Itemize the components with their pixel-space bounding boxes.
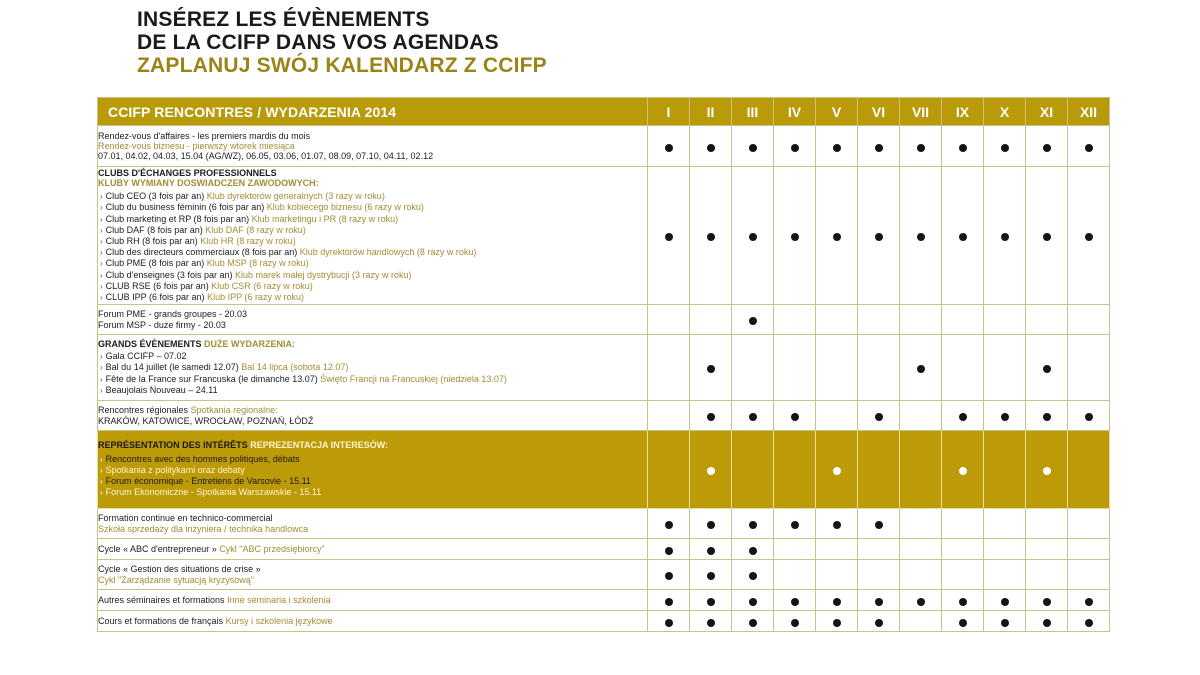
month-cell-XII (1068, 539, 1110, 560)
event-scheduled-dot-icon (917, 233, 925, 241)
event-row-rendez-vous (98, 126, 1110, 167)
event-scheduled-dot-icon (791, 413, 799, 421)
month-cell-I (648, 167, 690, 305)
event-scheduled-dot-icon (791, 144, 799, 152)
month-cell-XI (1026, 560, 1068, 590)
event-scheduled-dot-icon (1043, 598, 1051, 606)
month-cell-I (648, 539, 690, 560)
month-cell-II (690, 167, 732, 305)
event-dates: 07.01, 04.02, 04.03, 15.04 (AG/WZ), 06.05, 03.06, 01.07, 08.09, 07.10, 04.11, 02.12 (98, 151, 434, 162)
month-cell-X (984, 590, 1026, 611)
month-cell-III (732, 335, 774, 401)
month-header: I (648, 98, 690, 126)
month-cell-XII (1068, 126, 1110, 167)
event-scheduled-dot-icon (1043, 413, 1051, 421)
event-description (98, 539, 648, 560)
event-title-pl: Rendez-vous biznesu - pierwszy wtorek miesiąca (98, 140, 295, 151)
month-cell-XI (1026, 401, 1068, 431)
bullet-arrow-icon: › (100, 225, 103, 235)
bullet-arrow-icon: › (100, 270, 103, 280)
month-cell-II (690, 431, 732, 509)
month-cell-III (732, 509, 774, 539)
club-item: › Club marketing et RP (8 fois par an) Klub marketingu i PR (8 razy w roku) (100, 213, 399, 224)
month-header: IV (774, 98, 816, 126)
month-cell-V (816, 590, 858, 611)
event-title-pl: Szkoła sprzedaży dla inżyniera / technika handlowca (98, 523, 309, 534)
month-cell-IX (942, 167, 984, 305)
month-cell-II (690, 305, 732, 335)
month-cell-III (732, 560, 774, 590)
month-cell-VI (858, 560, 900, 590)
month-cell-V (816, 167, 858, 305)
month-cell-V (816, 509, 858, 539)
bullet-arrow-icon: › (100, 465, 103, 475)
event-title-fr: Forum PME - grands groupes - 20.03 (98, 309, 248, 320)
event-scheduled-dot-icon (959, 144, 967, 152)
event-scheduled-dot-icon (665, 619, 673, 627)
month-cell-XII (1068, 335, 1110, 401)
bullet-arrow-icon: › (100, 374, 103, 384)
month-cell-VII (900, 126, 942, 167)
month-cell-X (984, 126, 1026, 167)
event-title-pl: Forum MSP - duże firmy - 20.03 (98, 319, 226, 330)
event-scheduled-dot-icon (959, 598, 967, 606)
club-item: › CLUB RSE (6 fois par an) Klub CSR (6 razy w roku) (100, 280, 313, 291)
month-cell-V (816, 126, 858, 167)
event-description (98, 126, 648, 167)
event-scheduled-dot-icon (707, 598, 715, 606)
event-item: › Beaujolais Nouveau – 24.11 (100, 384, 218, 395)
month-cell-I (648, 335, 690, 401)
month-cell-IV (774, 509, 816, 539)
event-description (98, 305, 648, 335)
month-cell-VII (900, 509, 942, 539)
event-description (98, 167, 648, 305)
month-cell-VII (900, 401, 942, 431)
month-cell-III (732, 611, 774, 632)
month-cell-IV (774, 590, 816, 611)
event-scheduled-dot-icon (707, 233, 715, 241)
month-cell-I (648, 126, 690, 167)
heading-line-1: INSÉREZ LES ÉVÈNEMENTS (137, 8, 430, 31)
event-item: › Spotkania z politykami oraz debaty (100, 464, 245, 475)
event-scheduled-dot-icon (917, 144, 925, 152)
month-cell-XI (1026, 167, 1068, 305)
event-scheduled-dot-icon (665, 598, 673, 606)
month-cell-II (690, 126, 732, 167)
month-cell-I (648, 401, 690, 431)
month-cell-I (648, 611, 690, 632)
month-cell-XI (1026, 126, 1068, 167)
month-cell-IV (774, 335, 816, 401)
event-scheduled-dot-icon (749, 521, 757, 529)
month-cell-VII (900, 305, 942, 335)
event-scheduled-dot-icon (665, 233, 673, 241)
event-scheduled-dot-icon (1001, 233, 1009, 241)
event-scheduled-dot-icon (833, 233, 841, 241)
month-cell-III (732, 431, 774, 509)
event-scheduled-dot-icon (665, 572, 673, 580)
section-title: REPRÉSENTATION DES INTÉRÊTS REPREZENTACJA INTERESÓW: (98, 440, 389, 451)
event-scheduled-dot-icon (1001, 598, 1009, 606)
bullet-arrow-icon: › (100, 281, 103, 291)
event-scheduled-dot-icon (749, 547, 757, 555)
month-cell-I (648, 431, 690, 509)
heading-line-polish: ZAPLANUJ SWÓJ KALENDARZ Z CCIFP (137, 54, 547, 77)
event-scheduled-dot-icon (707, 521, 715, 529)
events-calendar-table (97, 97, 1110, 632)
event-scheduled-dot-icon (833, 619, 841, 627)
bullet-arrow-icon: › (100, 214, 103, 224)
month-cell-XI (1026, 431, 1068, 509)
event-item: › Forum Ekonomiczne - Spotkania Warszawskie - 15.11 (100, 487, 322, 498)
month-cell-IV (774, 611, 816, 632)
month-cell-XI (1026, 539, 1068, 560)
month-cell-II (690, 590, 732, 611)
month-cell-V (816, 611, 858, 632)
month-cell-IX (942, 401, 984, 431)
event-row-cycle-abc (98, 539, 1110, 560)
event-description (98, 509, 648, 539)
month-cell-II (690, 401, 732, 431)
month-cell-VI (858, 401, 900, 431)
month-cell-IX (942, 431, 984, 509)
event-scheduled-dot-icon (665, 144, 673, 152)
event-scheduled-dot-icon (833, 521, 841, 529)
month-cell-VI (858, 431, 900, 509)
bullet-arrow-icon: › (100, 477, 103, 487)
club-item: › Club DAF (8 fois par an) Klub DAF (8 razy w roku) (100, 224, 306, 235)
event-scheduled-dot-icon (707, 413, 715, 421)
month-cell-XII (1068, 305, 1110, 335)
event-scheduled-dot-icon (749, 572, 757, 580)
bullet-arrow-icon: › (100, 488, 103, 498)
event-scheduled-dot-icon (959, 467, 967, 475)
event-scheduled-dot-icon (1085, 144, 1093, 152)
event-row-cycle-crise (98, 560, 1110, 590)
month-cell-VI (858, 590, 900, 611)
event-row-representation (98, 431, 1110, 509)
event-row-rencontres-regionales (98, 401, 1110, 431)
month-header: II (690, 98, 732, 126)
event-scheduled-dot-icon (749, 317, 757, 325)
month-cell-IX (942, 305, 984, 335)
month-cell-VII (900, 611, 942, 632)
month-cell-VII (900, 335, 942, 401)
month-cell-VI (858, 509, 900, 539)
month-cell-V (816, 560, 858, 590)
event-item: › Fête de la France sur Francuska (le dimanche 13.07) Święto Francji na Francuskiej (niedziela 13.07) (100, 373, 507, 384)
event-scheduled-dot-icon (749, 144, 757, 152)
month-cell-VII (900, 431, 942, 509)
event-scheduled-dot-icon (707, 619, 715, 627)
event-scheduled-dot-icon (959, 413, 967, 421)
event-scheduled-dot-icon (791, 598, 799, 606)
club-item: › Club PME (8 fois par an) Klub MSP (8 razy w roku) (100, 258, 309, 269)
table-header-row (98, 98, 1110, 126)
month-cell-IX (942, 126, 984, 167)
event-scheduled-dot-icon (1043, 365, 1051, 373)
event-title: Cycle « ABC d'entrepreneur » Cykl "ABC przedsiębiorcy" (98, 543, 325, 554)
event-scheduled-dot-icon (959, 619, 967, 627)
event-scheduled-dot-icon (1001, 413, 1009, 421)
bullet-arrow-icon: › (100, 259, 103, 269)
event-scheduled-dot-icon (791, 619, 799, 627)
month-cell-XII (1068, 509, 1110, 539)
event-scheduled-dot-icon (833, 144, 841, 152)
month-cell-IX (942, 509, 984, 539)
month-cell-VI (858, 126, 900, 167)
month-header: VI (858, 98, 900, 126)
month-cell-VII (900, 539, 942, 560)
bullet-arrow-icon: › (100, 352, 103, 362)
month-cell-VII (900, 590, 942, 611)
event-title-fr: Rendez-vous d'affaires - les premiers mardis du mois (98, 130, 311, 141)
month-cell-XII (1068, 401, 1110, 431)
event-scheduled-dot-icon (1043, 233, 1051, 241)
event-scheduled-dot-icon (1001, 619, 1009, 627)
event-scheduled-dot-icon (1085, 619, 1093, 627)
month-cell-X (984, 401, 1026, 431)
bullet-arrow-icon: › (100, 454, 103, 464)
event-description (98, 335, 648, 401)
event-description (98, 560, 648, 590)
heading-line-2: DE LA CCIFP DANS VOS AGENDAS (137, 30, 499, 54)
event-scheduled-dot-icon (707, 572, 715, 580)
club-item: › Club des directeurs commerciaux (8 fois par an) Klub dyrektorów handlowych (8 razy w roku) (100, 247, 477, 258)
event-row-autres-seminaires (98, 590, 1110, 611)
event-scheduled-dot-icon (875, 413, 883, 421)
month-cell-X (984, 539, 1026, 560)
club-item: › Club CEO (3 fois par an) Klub dyrektorów generalnych (3 razy w roku) (100, 191, 385, 202)
event-description (98, 590, 648, 611)
month-cell-III (732, 590, 774, 611)
month-cell-XI (1026, 335, 1068, 401)
month-cell-V (816, 335, 858, 401)
bullet-arrow-icon: › (100, 385, 103, 395)
event-description (98, 431, 648, 509)
month-cell-IV (774, 305, 816, 335)
event-scheduled-dot-icon (875, 619, 883, 627)
month-cell-X (984, 560, 1026, 590)
event-scheduled-dot-icon (749, 619, 757, 627)
event-scheduled-dot-icon (1043, 144, 1051, 152)
event-scheduled-dot-icon (707, 547, 715, 555)
event-row-grands-evenements (98, 335, 1110, 401)
bullet-arrow-icon: › (100, 237, 103, 246)
event-scheduled-dot-icon (665, 521, 673, 529)
month-cell-VI (858, 305, 900, 335)
event-item: › Gala CCIFP – 07.02 (100, 351, 187, 362)
event-scheduled-dot-icon (749, 598, 757, 606)
section-title-pl: KLUBY WYMIANY DOSWIADCZEN ZAWODOWYCH: (98, 177, 319, 188)
event-title-fr: Formation continue en technico-commercial (98, 513, 273, 524)
month-cell-IX (942, 590, 984, 611)
month-header: XI (1026, 98, 1068, 126)
month-cell-XII (1068, 590, 1110, 611)
event-title-pl: Cykl "Zarządzanie sytuacją kryzysową" (98, 574, 254, 585)
month-cell-XII (1068, 167, 1110, 305)
event-scheduled-dot-icon (1085, 413, 1093, 421)
month-cell-II (690, 611, 732, 632)
month-cell-X (984, 335, 1026, 401)
month-cell-IV (774, 560, 816, 590)
month-header: X (984, 98, 1026, 126)
bullet-arrow-icon: › (100, 248, 103, 258)
month-cell-V (816, 431, 858, 509)
month-cell-III (732, 126, 774, 167)
event-scheduled-dot-icon (749, 413, 757, 421)
month-cell-I (648, 560, 690, 590)
event-scheduled-dot-icon (707, 365, 715, 373)
event-row-forum-pme (98, 305, 1110, 335)
event-scheduled-dot-icon (833, 598, 841, 606)
month-cell-IX (942, 560, 984, 590)
month-cell-IX (942, 335, 984, 401)
event-scheduled-dot-icon (833, 467, 841, 475)
month-cell-IX (942, 539, 984, 560)
event-row-formation-continue (98, 509, 1110, 539)
month-cell-X (984, 305, 1026, 335)
month-cell-I (648, 590, 690, 611)
club-item: › Club RH (8 fois par an) Klub HR (8 razy w roku) (100, 236, 296, 246)
event-scheduled-dot-icon (917, 598, 925, 606)
month-cell-II (690, 509, 732, 539)
month-cell-III (732, 539, 774, 560)
bullet-arrow-icon: › (100, 363, 103, 373)
event-scheduled-dot-icon (1085, 598, 1093, 606)
month-header: XII (1068, 98, 1110, 126)
month-cell-VII (900, 167, 942, 305)
month-cell-XI (1026, 590, 1068, 611)
event-scheduled-dot-icon (791, 521, 799, 529)
club-item: › CLUB IPP (6 fois par an) Klub IPP (6 razy w roku) (100, 292, 304, 303)
event-title: Autres séminaires et formations Inne seminaria i szkolenia (98, 594, 331, 605)
section-title-fr: CLUBS D'ÉCHANGES PROFESSIONNELS (98, 167, 277, 178)
month-cell-IV (774, 401, 816, 431)
month-cell-IV (774, 167, 816, 305)
month-cell-IV (774, 431, 816, 509)
event-scheduled-dot-icon (1001, 144, 1009, 152)
bullet-arrow-icon: › (100, 203, 103, 213)
event-scheduled-dot-icon (665, 547, 673, 555)
club-item: › Club du business féminin (6 fois par an) Klub kobiecego biznesu (6 razy w roku) (100, 202, 424, 213)
month-cell-XII (1068, 560, 1110, 590)
month-header: V (816, 98, 858, 126)
event-scheduled-dot-icon (1043, 619, 1051, 627)
month-cell-XII (1068, 611, 1110, 632)
month-cell-II (690, 560, 732, 590)
event-scheduled-dot-icon (749, 233, 757, 241)
table-title: CCIFP RENCONTRES / WYDARZENIA 2014 (98, 98, 648, 126)
month-cell-I (648, 305, 690, 335)
event-scheduled-dot-icon (707, 467, 715, 475)
month-cell-X (984, 611, 1026, 632)
section-title: GRANDS ÉVÈNEMENTS DUŻE WYDARZENIA: (98, 338, 296, 349)
month-cell-VII (900, 560, 942, 590)
month-header: VII (900, 98, 942, 126)
event-row-clubs (98, 167, 1110, 305)
event-description (98, 401, 648, 431)
month-header: IX (942, 98, 984, 126)
event-cities: KRAKÓW, KATOWICE, WROCŁAW, POZNAŃ, ŁÓDŹ (98, 415, 314, 426)
event-scheduled-dot-icon (791, 233, 799, 241)
month-cell-X (984, 167, 1026, 305)
month-cell-XI (1026, 305, 1068, 335)
event-scheduled-dot-icon (707, 144, 715, 152)
event-title-fr: Cycle « Gestion des situations de crise » (98, 564, 261, 575)
month-header: III (732, 98, 774, 126)
event-item: › Forum économique - Entretiens de Varsovie - 15.11 (100, 476, 311, 487)
month-cell-I (648, 509, 690, 539)
event-title: Cours et formations de français Kursy i szkolenia językowe (98, 615, 333, 626)
month-cell-VI (858, 167, 900, 305)
month-cell-V (816, 539, 858, 560)
event-scheduled-dot-icon (917, 365, 925, 373)
page-heading (137, 9, 547, 78)
month-cell-III (732, 305, 774, 335)
month-cell-II (690, 539, 732, 560)
month-cell-IV (774, 126, 816, 167)
event-description (98, 611, 648, 632)
event-scheduled-dot-icon (1043, 467, 1051, 475)
event-item: › Bal du 14 juillet (le samedi 12.07) Bal 14 lipca (sobota 12.07) (100, 362, 349, 373)
bullet-arrow-icon: › (100, 293, 103, 303)
month-cell-IV (774, 539, 816, 560)
month-cell-VI (858, 611, 900, 632)
event-scheduled-dot-icon (959, 233, 967, 241)
month-cell-IX (942, 611, 984, 632)
event-scheduled-dot-icon (875, 521, 883, 529)
month-cell-XI (1026, 611, 1068, 632)
event-scheduled-dot-icon (1085, 233, 1093, 241)
club-item: › Club d'enseignes (3 fois par an) Klub marek małej dystrybucji (3 razy w roku) (100, 269, 412, 280)
bullet-arrow-icon: › (100, 192, 103, 202)
month-cell-XI (1026, 509, 1068, 539)
month-cell-III (732, 167, 774, 305)
month-cell-XII (1068, 431, 1110, 509)
month-cell-X (984, 509, 1026, 539)
event-item: › Rencontres avec des hommes politiques, débats (100, 453, 300, 464)
month-cell-VI (858, 335, 900, 401)
month-cell-II (690, 335, 732, 401)
month-cell-X (984, 431, 1026, 509)
month-cell-VI (858, 539, 900, 560)
month-cell-V (816, 305, 858, 335)
event-row-cours-francais (98, 611, 1110, 632)
event-scheduled-dot-icon (875, 598, 883, 606)
event-scheduled-dot-icon (875, 144, 883, 152)
month-cell-V (816, 401, 858, 431)
month-cell-III (732, 401, 774, 431)
event-scheduled-dot-icon (875, 233, 883, 241)
event-title: Rencontres régionales Spotkania regionalne: (98, 405, 278, 416)
